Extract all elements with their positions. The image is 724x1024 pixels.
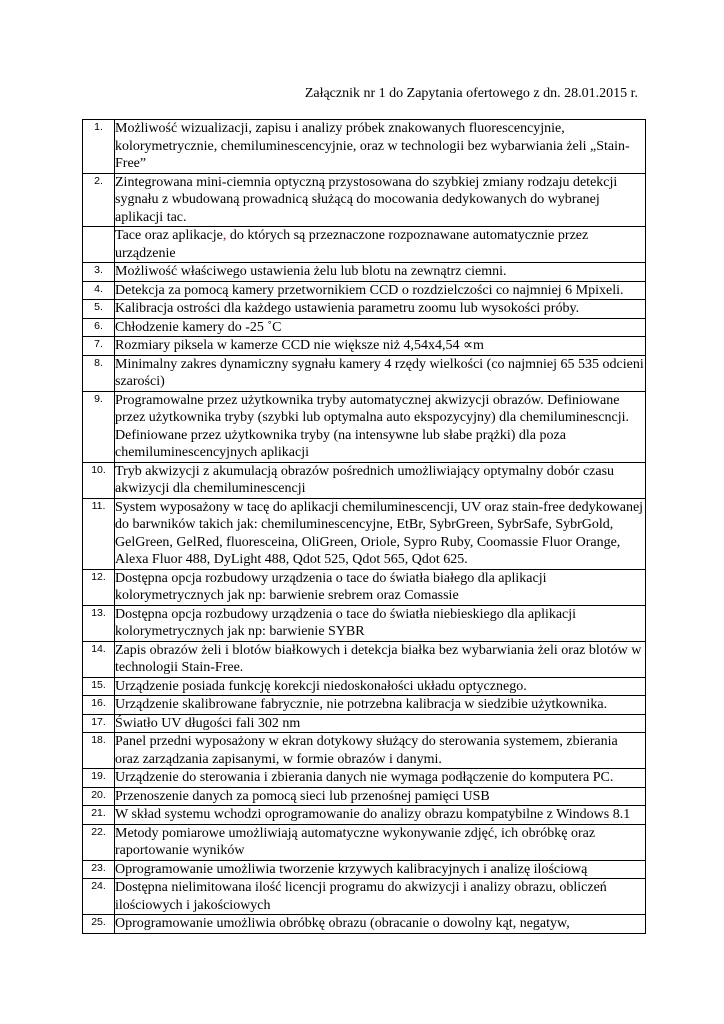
row-number: 17. <box>83 714 115 733</box>
row-text: Oprogramowanie umożliwia obróbkę obrazu (obracanie o dowolny kąt, negatyw, <box>115 915 646 934</box>
row-text: Minimalny zakres dynamiczny sygnału kamery 4 rzędy wielkości (co najmniej 65 535 odcieni szarości) <box>115 356 644 389</box>
row-number: 9. <box>83 391 115 462</box>
table-row <box>83 337 646 356</box>
table-row <box>83 227 646 263</box>
row-number: 18. <box>83 733 115 769</box>
table-row <box>83 806 646 825</box>
row-text: W skład systemu wchodzi oprogramowanie do analizy obrazu kompatybilne z Windows 8.1 <box>115 806 646 825</box>
row-number: 20. <box>83 787 115 806</box>
table-row <box>83 733 646 769</box>
table-row <box>83 263 646 282</box>
table-row <box>83 696 646 715</box>
table-row <box>83 355 646 391</box>
table-row <box>83 569 646 605</box>
row-text: Dostępna opcja rozbudowy urządzenia o tace do światła białego dla aplikacji kolorymetrycznych jak np: barwienie srebrem oraz Comassie <box>115 569 646 605</box>
row-text: Panel przedni wyposażony w ekran dotykowy służący do sterowania systemem, zbierania oraz zarządzania zapisanymi, w formie obrazów i danymi. <box>115 733 646 769</box>
row-text: Dostępna opcja rozbudowy urządzenia o tace do światła niebieskiego dla aplikacji kolorymetrycznych jak np: barwienie SYBR <box>115 605 646 641</box>
table-row <box>83 824 646 860</box>
row-number: 8. <box>83 355 115 391</box>
row-number: 12. <box>83 569 115 605</box>
row-text: Rozmiary piksela w kamerze CCD nie większe niż 4,54x4,54 ∝m <box>115 337 646 356</box>
row-number: 6. <box>83 318 115 337</box>
document-header: Załącznik nr 1 do Zapytania ofertowego z dn. 28.01.2015 r. <box>304 86 638 101</box>
row-number: 25. <box>83 915 115 934</box>
table-row <box>83 391 646 462</box>
row-text: Przenoszenie danych za pomocą sieci lub przenośnej pamięci USB <box>115 787 646 806</box>
table-row <box>83 173 646 227</box>
row-text: Dostępna nielimitowana ilość licencji programu do akwizycji i analizy obrazu, obliczeń ilościowych i jakościowych <box>115 879 646 915</box>
specification-table <box>82 119 646 934</box>
table-row <box>83 462 646 498</box>
row-text: Możliwość właściwego ustawienia żelu lub blotu na zewnątrz ciemni. <box>115 263 646 282</box>
row-number: 16. <box>83 696 115 715</box>
highlighted-comma: , <box>222 228 227 243</box>
row-text-part: Tace oraz aplikacje <box>115 228 223 243</box>
row-text: Zapis obrazów żeli i blotów białkowych i detekcja białka bez wybarwiania żeli oraz blotów w technologii Stain-Free. <box>115 641 646 677</box>
table-row <box>83 769 646 788</box>
table-row <box>83 120 646 174</box>
row-number: 19. <box>83 769 115 788</box>
row-number: 1. <box>83 120 115 174</box>
table-row <box>83 677 646 696</box>
row-text: Kalibracja ostrości dla każdego ustawienia parametru zoomu lub wysokości próby. <box>115 300 646 319</box>
row-number: 24. <box>83 879 115 915</box>
row-text: Detekcja za pomocą kamery przetwornikiem CCD o rozdzielczości co najmniej 6 Mpixeli. <box>115 281 646 300</box>
table-row <box>83 300 646 319</box>
table-row <box>83 860 646 879</box>
row-number: 13. <box>83 605 115 641</box>
table-row <box>83 605 646 641</box>
table-row <box>83 787 646 806</box>
row-text: Programowalne przez użytkownika tryby automatycznej akwizycji obrazów. Definiowane przez użytkownika tryby (szybki lub optymalna auto ekspozycyjny) dla chemiluminescncji. Definiowane przez użytkownika tryby (na intensywne lub słabe prążki) dla poza chemiluminescencyjnych aplikacji <box>115 391 646 462</box>
row-text: Urządzenie posiada funkcję korekcji niedoskonałości układu optycznego. <box>115 677 646 696</box>
row-number <box>83 227 115 263</box>
row-text: Metody pomiarowe umożliwiają automatyczne wykonywanie zdjęć, ich obróbkę oraz raportowanie wyników <box>115 824 646 860</box>
row-number: 3. <box>83 263 115 282</box>
row-text: Światło UV długości fali 302 nm <box>115 714 646 733</box>
row-text: Urządzenie skalibrowane fabrycznie, nie potrzebna kalibracja w siedzibie użytkownika. <box>115 696 646 715</box>
row-text-part: do których są przeznaczone rozpoznawane automatycznie przez urządzenie <box>115 228 589 261</box>
row-number: 2. <box>83 173 115 227</box>
table-row <box>83 879 646 915</box>
table-row <box>83 281 646 300</box>
row-number: 10. <box>83 462 115 498</box>
table-row <box>83 915 646 934</box>
row-text: Możliwość wizualizacji, zapisu i analizy próbek znakowanych fluorescencyjnie, kolorymetrycznie, chemiluminescencyjnie, oraz w technologii bez wybarwiania żeli „Stain-Free” <box>115 120 646 174</box>
row-number: 23. <box>83 860 115 879</box>
row-text: Urządzenie do sterowania i zbierania danych nie wymaga podłączenie do komputera PC. <box>115 769 646 788</box>
table-row <box>83 714 646 733</box>
row-text: Chłodzenie kamery do -25 ˚C <box>115 318 646 337</box>
row-text <box>115 227 646 263</box>
table-row <box>83 318 646 337</box>
table-row <box>83 641 646 677</box>
row-number: 14. <box>83 641 115 677</box>
row-number: 7. <box>83 337 115 356</box>
table-row <box>83 498 646 569</box>
row-number: 15. <box>83 677 115 696</box>
row-number: 11. <box>83 498 115 569</box>
row-number: 5. <box>83 300 115 319</box>
row-text: Tryb akwizycji z akumulacją obrazów pośrednich umożliwiający optymalny dobór czasu akwizycji dla chemiluminescencji <box>115 462 646 498</box>
row-text: System wyposażony w tacę do aplikacji chemiluminescencji, UV oraz stain-free dedykowanej do barwników takich jak: chemiluminescencyjne, EtBr, SybrGreen, SybrSafe, SybrGold, GelGreen, GelRed, fluoresceina, OliGreen, Oriole, Sypro Ruby, Coomassie Fluor Orange, Alexa Fluor 488, DyLight 488, Qdot 525, Qdot 565, Qdot 625. <box>115 498 646 569</box>
row-number: 22. <box>83 824 115 860</box>
row-number: 4. <box>83 281 115 300</box>
row-number: 21. <box>83 806 115 825</box>
row-text: Zintegrowana mini-ciemnia optyczną przystosowana do szybkiej zmiany rodzaju detekcji sygnału z wbudowaną prowadnicą służącą do mocowania dedykowanych do wybranej aplikacji tac. <box>115 173 646 227</box>
row-text: Oprogramowanie umożliwia tworzenie krzywych kalibracyjnych i analizę ilościową <box>115 860 646 879</box>
